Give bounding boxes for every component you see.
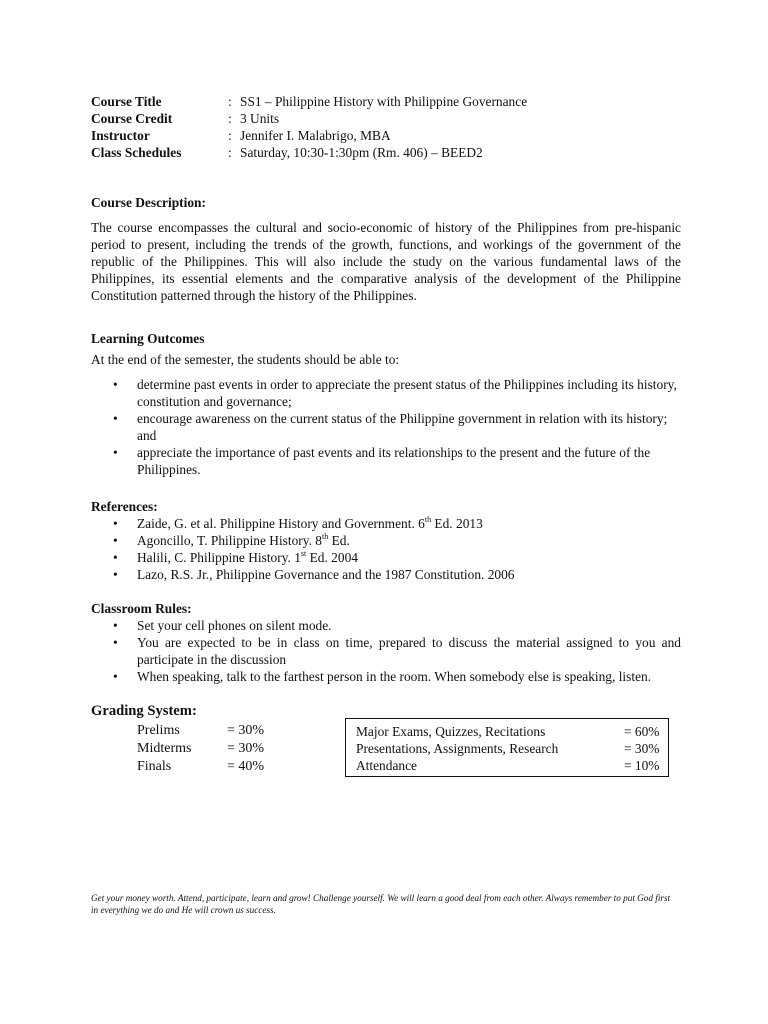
reference-text: Ed. 2004 (306, 550, 358, 565)
grading-components-box (345, 718, 669, 777)
grading-component-row (356, 757, 668, 774)
list-item (91, 515, 681, 532)
course-description-text: The course encompasses the cultural and socio-economic of history of the Philippines from pre-hispanic period to present, including the trends of the growth, functions, and workings of the government of the republic of the Philippines. This will also include the study on the various fundamental laws of the Philippines, its essential elements and the comparative analysis of the development of the Philippine Constitution patterned through the history of the Philippines. (91, 220, 681, 303)
term-name: Finals (137, 759, 172, 774)
info-label: Instructor (91, 128, 150, 143)
component-name: Attendance (356, 758, 417, 773)
component-name: Major Exams, Quizzes, Recitations (356, 724, 546, 739)
info-value: Jennifer I. Malabrigo, MBA (240, 128, 391, 143)
info-colon: : (228, 111, 232, 126)
term-name: Prelims (137, 723, 180, 738)
grading-component-row (356, 740, 668, 757)
list-item (91, 566, 681, 583)
reference-text: Zaide, G. et al. Philippine History and Government. 6 (137, 516, 425, 531)
reference-superscript: st (300, 548, 307, 558)
term-value: = 30% (227, 723, 265, 738)
info-value: SS1 – Philippine History with Philippine Governance (240, 94, 528, 109)
info-value: Saturday, 10:30-1:30pm (Rm. 406) – BEED2 (240, 145, 483, 160)
syllabus-page (91, 93, 681, 790)
course-info-table (91, 93, 527, 161)
reference-text: Ed. (328, 533, 350, 548)
list-item: • You are expected to be in class on time, prepared to discuss the material assigned to you and participate in the discussion (91, 634, 681, 668)
footer-motto: Get your money worth. Attend, participate, learn and grow! Challenge yourself. We will learn a good deal from each other. Always remember to put God first in everything we do and He will crown us success. (91, 893, 671, 915)
grading-term-row (137, 722, 264, 740)
reference-superscript: th (424, 514, 432, 524)
list-item (91, 532, 681, 549)
info-label: Class Schedules (91, 145, 182, 160)
list-item: • appreciate the importance of past events and its relationships to the present and the future of the Philippines. (91, 444, 681, 478)
list-item: • When speaking, talk to the farthest person in the room. When somebody else is speaking, listen. (91, 668, 681, 685)
course-description-heading: Course Description: (91, 195, 206, 210)
learning-outcomes-list (91, 376, 681, 478)
info-colon: : (228, 128, 232, 143)
info-label: Course Title (91, 94, 162, 109)
reference-text: Agoncillo, T. Philippine History. 8 (137, 533, 322, 548)
references-list (91, 515, 681, 583)
grading-section (91, 720, 681, 790)
class-schedules-row (91, 144, 527, 161)
info-colon: : (228, 94, 232, 109)
grading-component-row (356, 723, 668, 740)
grading-terms (137, 722, 264, 776)
component-name: Presentations, Assignments, Research (356, 741, 559, 756)
grading-term-row (137, 740, 264, 758)
component-value: = 30% (624, 741, 660, 756)
classroom-rules-heading: Classroom Rules: (91, 601, 192, 616)
references-heading: References: (91, 499, 158, 514)
course-title-row (91, 93, 527, 110)
reference-superscript: th (321, 531, 329, 541)
learning-outcomes-heading: Learning Outcomes (91, 331, 205, 346)
learning-outcomes-intro: At the end of the semester, the students should be able to: (91, 352, 400, 367)
info-colon: : (228, 145, 232, 160)
list-item: • Set your cell phones on silent mode. (91, 617, 681, 634)
reference-text: Ed. 2013 (431, 516, 483, 531)
component-value: = 60% (624, 724, 660, 739)
term-value: = 30% (227, 741, 265, 756)
reference-text: Halili, C. Philippine History. 1 (137, 550, 301, 565)
term-value: = 40% (227, 759, 265, 774)
component-value: = 10% (624, 758, 660, 773)
instructor-row (91, 127, 527, 144)
list-item: • encourage awareness on the current status of the Philippine government in relation with its history; and (91, 410, 681, 444)
term-name: Midterms (137, 741, 192, 756)
list-item: • determine past events in order to appreciate the present status of the Philippines including its history, constitution and governance; (91, 376, 681, 410)
grading-system-heading: Grading System: (91, 703, 197, 719)
list-item (91, 549, 681, 566)
info-label: Course Credit (91, 111, 173, 126)
reference-text: Lazo, R.S. Jr., Philippine Governance and the 1987 Constitution. 2006 (137, 567, 515, 582)
grading-term-row (137, 758, 264, 776)
course-credit-row (91, 110, 527, 127)
info-value: 3 Units (240, 111, 280, 126)
classroom-rules-list (91, 617, 681, 685)
